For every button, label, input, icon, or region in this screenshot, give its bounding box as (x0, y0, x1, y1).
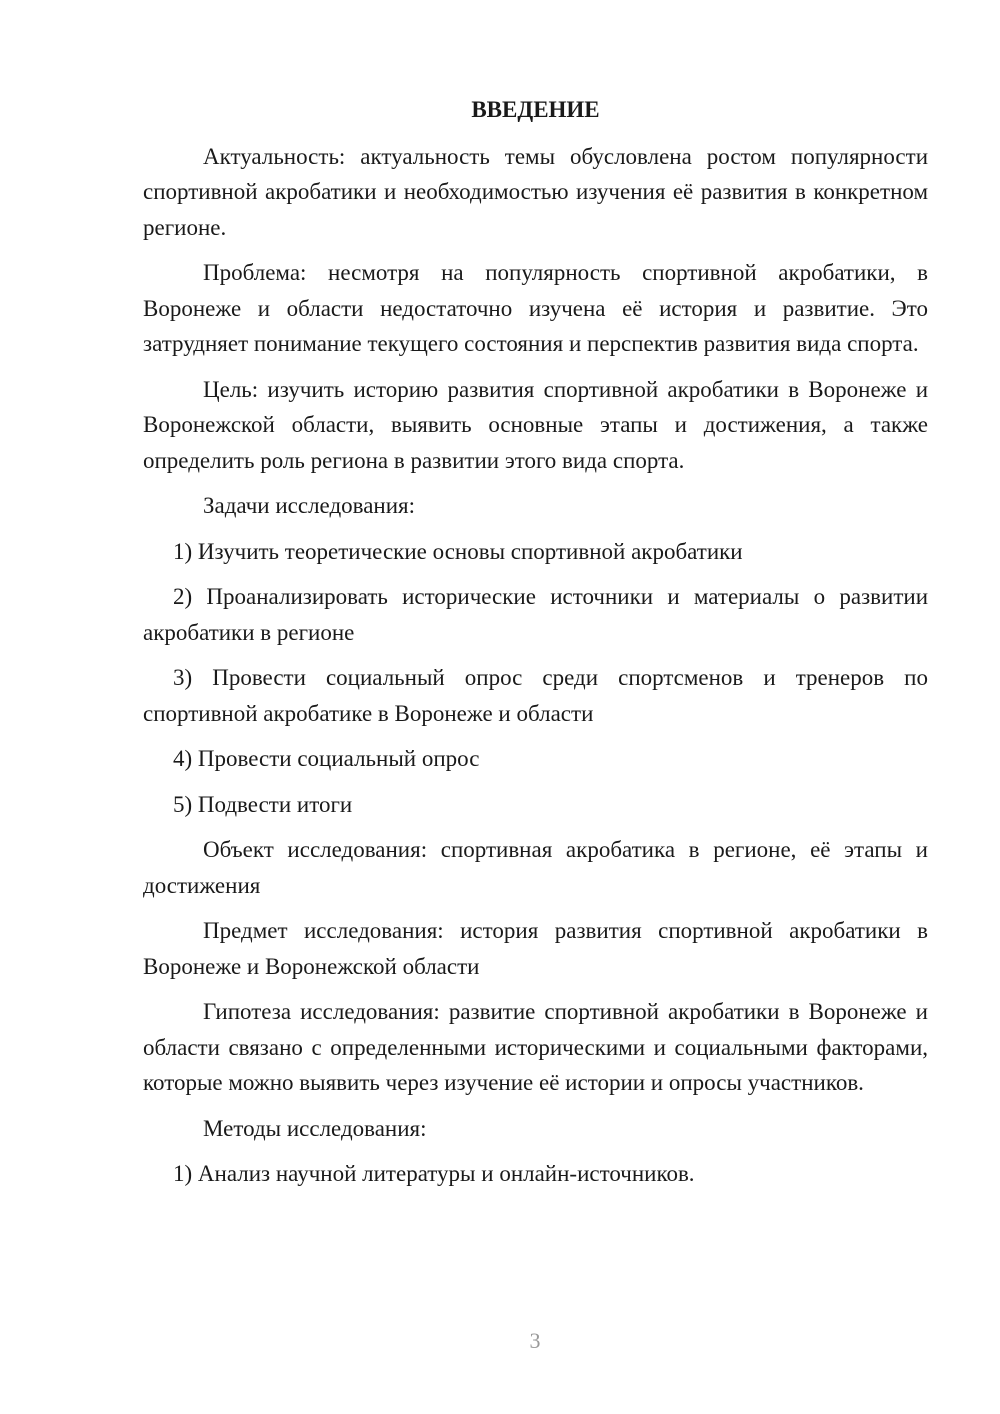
relevance-paragraph: Актуальность: актуальность темы обусловлена ростом популярности спортивной акробатики и необходимостью изучения её развития в конкретном регионе. (143, 143, 928, 240)
subject-paragraph: Предмет исследования: история развития спортивной акробатики в Воронеже и Воронежской области (143, 918, 928, 979)
task-item-3: 3) Провести социальный опрос среди спортсменов и тренеров по спортивной акробатике в Воронеже и области (143, 665, 928, 726)
object-paragraph: Объект исследования: спортивная акробатика в регионе, её этапы и достижения (143, 837, 928, 898)
goal-paragraph: Цель: изучить историю развития спортивной акробатики в Воронеже и Воронежской области, выявить основные этапы и достижения, а также определить роль региона в развитии этого вида спорта. (143, 376, 928, 473)
hypothesis-paragraph: Гипотеза исследования: развитие спортивной акробатики в Воронеже и области связано с определенными историческими и социальными факторами, которые можно выявить через изучение её истории и опросы участников. (143, 999, 928, 1095)
page-number: 3 (529, 1328, 541, 1353)
document-page (143, 92, 928, 1202)
page-title: ВВЕДЕНИЕ (471, 97, 600, 122)
task-item-4: 4) Провести социальный опрос (173, 746, 480, 771)
methods-title: Методы исследования: (203, 1115, 427, 1141)
method-item-1: 1) Анализ научной литературы и онлайн-источников. (173, 1161, 695, 1186)
problem-paragraph: Проблема: несмотря на популярность спортивной акробатики, в Воронеже и области недостаточно изучена её история и развитие. Это затрудняет понимание текущего состояния и перспектив развития вида спорта. (143, 260, 928, 356)
task-item-1: 1) Изучить теоретические основы спортивной акробатики (173, 538, 743, 564)
tasks-title: Задачи исследования: (203, 493, 416, 518)
task-item-5: 5) Подвести итоги (173, 791, 353, 817)
task-item-2: 2) Проанализировать исторические источники и материалы о развитии акробатики в регионе (143, 584, 928, 645)
